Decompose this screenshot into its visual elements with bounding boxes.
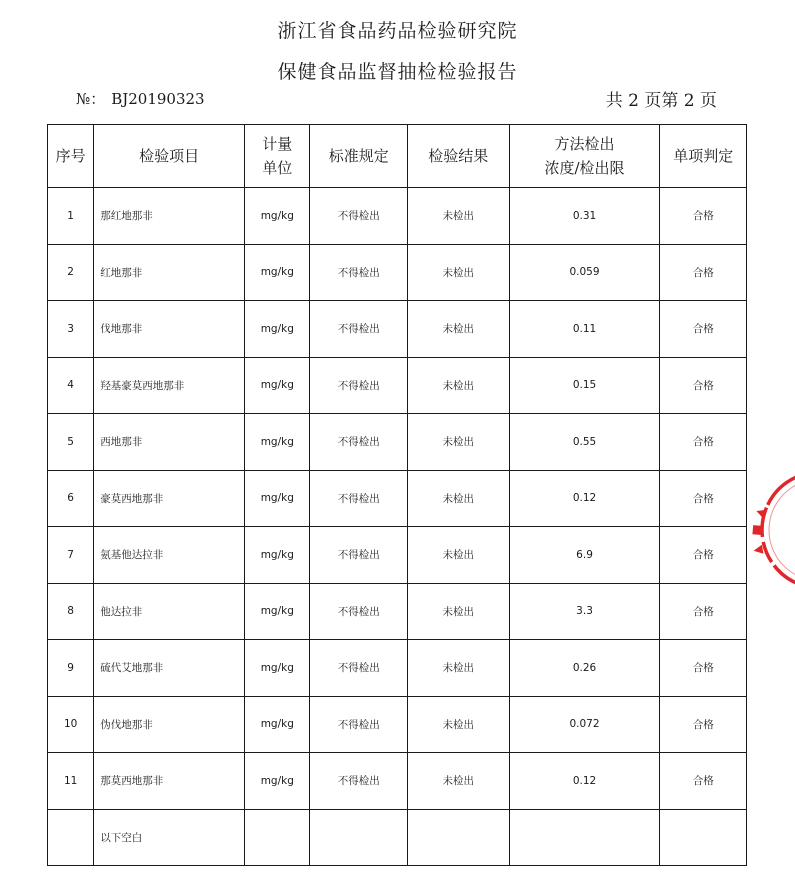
cell-judgement: 合格 — [660, 414, 747, 471]
cell-limit: 0.12 — [509, 470, 660, 527]
cell-seq: 10 — [48, 696, 94, 753]
header-standard: 标准规定 — [310, 125, 408, 188]
cell-limit: 0.11 — [509, 301, 660, 358]
cell-empty — [509, 809, 660, 865]
results-table — [47, 124, 747, 866]
report-number — [76, 88, 205, 109]
cell-unit: mg/kg — [245, 753, 310, 810]
cell-seq: 7 — [48, 527, 94, 584]
table-row — [48, 244, 747, 301]
cell-item: 伐地那非 — [94, 301, 245, 358]
cell-empty — [245, 809, 310, 865]
cell-standard: 不得检出 — [310, 640, 408, 697]
cell-item: 氨基他达拉非 — [94, 527, 245, 584]
cell-result: 未检出 — [408, 188, 510, 245]
cell-unit: mg/kg — [245, 357, 310, 414]
table-header-row — [48, 125, 747, 188]
cell-result: 未检出 — [408, 244, 510, 301]
cell-result: 未检出 — [408, 583, 510, 640]
table-row — [48, 583, 747, 640]
cell-judgement: 合格 — [660, 753, 747, 810]
cell-item: 硫代艾地那非 — [94, 640, 245, 697]
cell-seq: 5 — [48, 414, 94, 471]
cell-unit: mg/kg — [245, 244, 310, 301]
blank-row-text: 以下空白 — [94, 809, 245, 865]
header-limit — [509, 125, 660, 188]
cell-item: 那莫西地那非 — [94, 753, 245, 810]
cell-result: 未检出 — [408, 357, 510, 414]
header-unit — [245, 125, 310, 188]
cell-result: 未检出 — [408, 640, 510, 697]
report-title: 保健食品监督抽检检验报告 — [277, 61, 518, 83]
cell-limit: 3.3 — [509, 583, 660, 640]
cell-limit: 0.072 — [509, 696, 660, 753]
cell-judgement: 合格 — [660, 696, 747, 753]
cell-limit: 0.55 — [509, 414, 660, 471]
table-row — [48, 640, 747, 697]
table-row — [48, 188, 747, 245]
cell-unit: mg/kg — [245, 301, 310, 358]
cell-empty — [660, 809, 747, 865]
cell-item: 西地那非 — [94, 414, 245, 471]
cell-empty — [310, 809, 408, 865]
seal-mark-1: ▲ — [751, 505, 768, 520]
seal-mark-2: ■ — [749, 523, 764, 537]
cell-result: 未检出 — [408, 414, 510, 471]
institute-name: 浙江省食品药品检验研究院 — [277, 20, 518, 42]
cell-item: 伪伐地那非 — [94, 696, 245, 753]
cell-standard: 不得检出 — [310, 301, 408, 358]
cell-judgement: 合格 — [660, 527, 747, 584]
header-limit-line2: 浓度/检出限 — [544, 159, 625, 177]
cell-result: 未检出 — [408, 470, 510, 527]
cell-standard: 不得检出 — [310, 470, 408, 527]
cell-standard: 不得检出 — [310, 414, 408, 471]
header-seq: 序号 — [48, 125, 94, 188]
cell-standard: 不得检出 — [310, 753, 408, 810]
cell-seq: 9 — [48, 640, 94, 697]
cell-empty — [408, 809, 510, 865]
cell-result: 未检出 — [408, 301, 510, 358]
cell-unit: mg/kg — [245, 188, 310, 245]
cell-result: 未检出 — [408, 527, 510, 584]
seal-icon — [748, 470, 795, 590]
official-seal — [748, 470, 795, 590]
cell-standard: 不得检出 — [310, 188, 408, 245]
cell-judgement: 合格 — [660, 244, 747, 301]
cell-seq-blank — [48, 809, 94, 865]
table-row — [48, 753, 747, 810]
cell-unit: mg/kg — [245, 414, 310, 471]
cell-result: 未检出 — [408, 696, 510, 753]
cell-standard: 不得检出 — [310, 696, 408, 753]
seal-ring — [762, 472, 795, 588]
cell-seq: 2 — [48, 244, 94, 301]
cell-standard: 不得检出 — [310, 357, 408, 414]
cell-limit: 0.31 — [509, 188, 660, 245]
header-result: 检验结果 — [408, 125, 510, 188]
cell-result: 未检出 — [408, 753, 510, 810]
header-judgement: 单项判定 — [660, 125, 747, 188]
cell-seq: 11 — [48, 753, 94, 810]
cell-seq: 6 — [48, 470, 94, 527]
cell-judgement: 合格 — [660, 470, 747, 527]
report-number-value: BJ20190323 — [111, 90, 205, 108]
cell-limit: 0.26 — [509, 640, 660, 697]
cell-standard: 不得检出 — [310, 583, 408, 640]
seal-mark-3: ▲ — [749, 544, 765, 556]
cell-judgement: 合格 — [660, 357, 747, 414]
cell-unit: mg/kg — [245, 696, 310, 753]
cell-limit: 6.9 — [509, 527, 660, 584]
page-indicator: 共 2 页第 2 页 — [605, 91, 717, 111]
table-row — [48, 696, 747, 753]
header-item: 检验项目 — [94, 125, 245, 188]
report-number-label: №： — [76, 90, 106, 108]
table-row — [48, 357, 747, 414]
cell-item: 红地那非 — [94, 244, 245, 301]
header-unit-line2: 单位 — [262, 159, 293, 177]
cell-unit: mg/kg — [245, 583, 310, 640]
cell-seq: 4 — [48, 357, 94, 414]
cell-unit: mg/kg — [245, 640, 310, 697]
cell-limit: 0.12 — [509, 753, 660, 810]
cell-item: 那红地那非 — [94, 188, 245, 245]
cell-limit: 0.15 — [509, 357, 660, 414]
cell-item: 羟基豪莫西地那非 — [94, 357, 245, 414]
cell-item: 他达拉非 — [94, 583, 245, 640]
cell-item: 豪莫西地那非 — [94, 470, 245, 527]
cell-seq: 3 — [48, 301, 94, 358]
cell-judgement: 合格 — [660, 583, 747, 640]
blank-row — [48, 809, 747, 865]
cell-limit: 0.059 — [509, 244, 660, 301]
header-unit-line1: 计量 — [262, 135, 293, 153]
table-row — [48, 527, 747, 584]
cell-unit: mg/kg — [245, 527, 310, 584]
cell-standard: 不得检出 — [310, 527, 408, 584]
cell-judgement: 合格 — [660, 301, 747, 358]
cell-seq: 1 — [48, 188, 94, 245]
cell-judgement: 合格 — [660, 640, 747, 697]
table-row — [48, 301, 747, 358]
cell-unit: mg/kg — [245, 470, 310, 527]
cell-judgement: 合格 — [660, 188, 747, 245]
table-row — [48, 414, 747, 471]
cell-seq: 8 — [48, 583, 94, 640]
header-limit-line1: 方法检出 — [554, 135, 615, 153]
cell-standard: 不得检出 — [310, 244, 408, 301]
table-row — [48, 470, 747, 527]
